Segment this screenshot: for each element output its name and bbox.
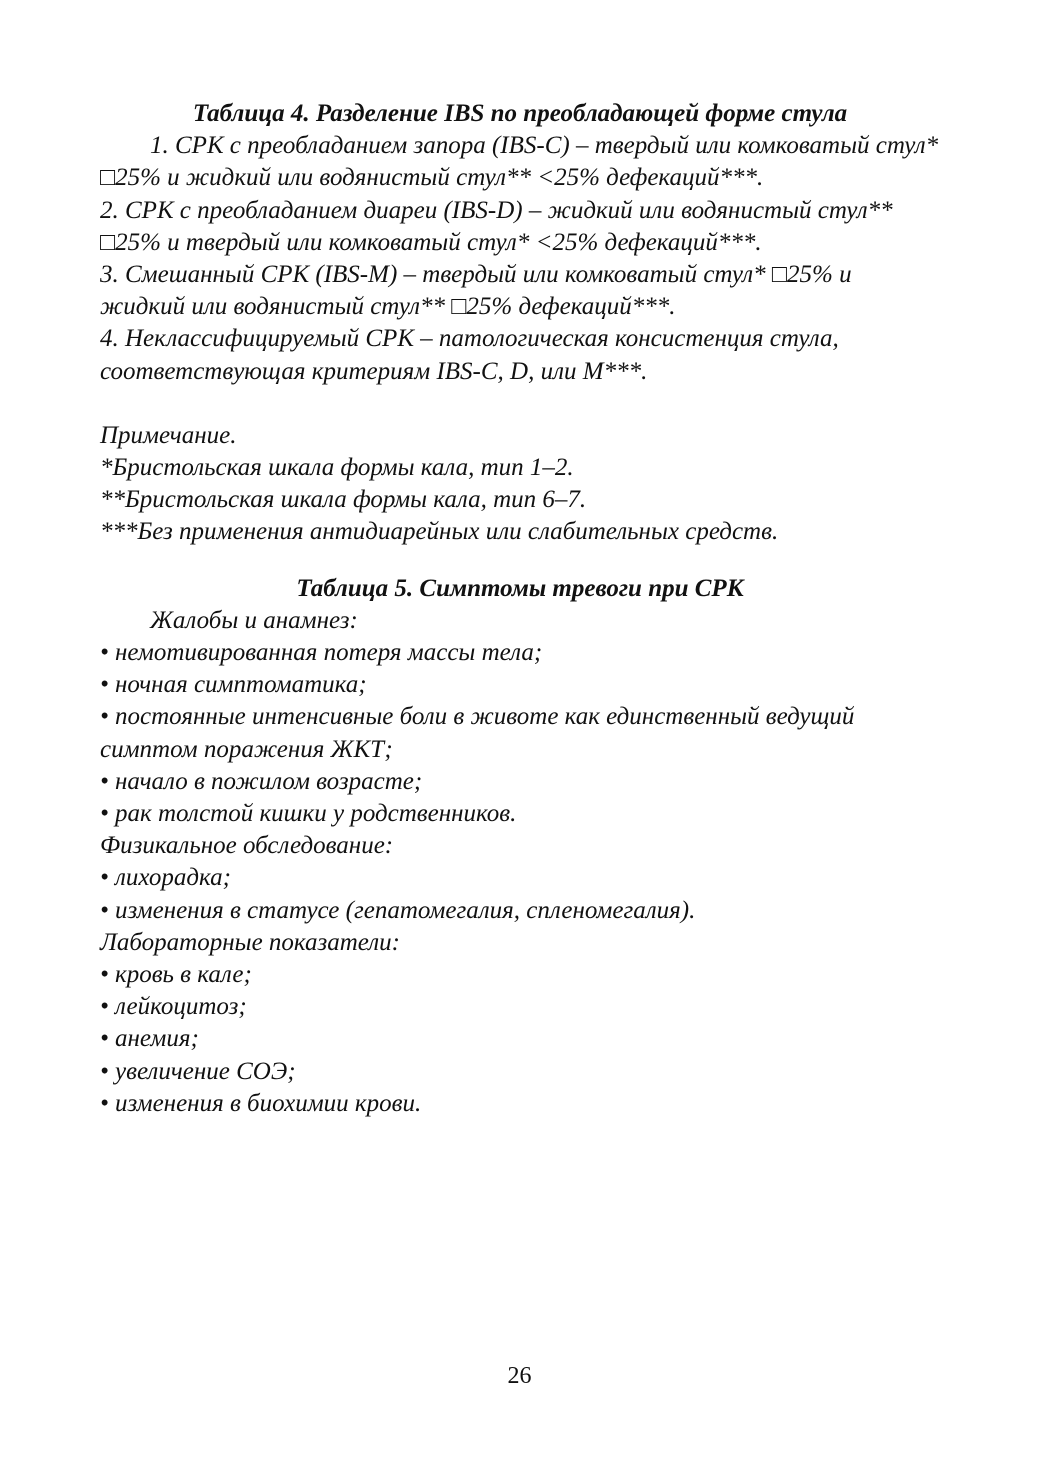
table4-item-4: 4. Неклассифицируемый СРК – патологическая консистенция стула, соответствующая критериям IBS-C, D, или M***. <box>100 325 839 385</box>
complaints-heading: Жалобы и анамнез: <box>150 606 358 634</box>
table4-item-3: 3. Смешанный СРК (IBS-M) – твердый или комковатый стул* □25% и жидкий или водянистый стул** □25% дефекаций***. <box>100 261 852 321</box>
exam-item: • изменения в статусе (гепатомегалия, спленомегалия). <box>100 896 696 924</box>
table5-title: Таблица 5. Симптомы тревоги при СРК <box>296 574 744 602</box>
lab-item: • изменения в биохимии крови. <box>100 1089 422 1117</box>
document-body <box>100 98 940 1120</box>
complaint-item: • постоянные интенсивные боли в животе как единственный ведущий симптом поражения ЖКТ; <box>100 703 855 763</box>
note-item-3: ***Без применения антидиарейных или слабительных средств. <box>100 518 779 546</box>
spacer <box>100 388 940 420</box>
spacer <box>100 549 940 573</box>
lab-heading: Лабораторные показатели: <box>100 928 400 956</box>
lab-item: • кровь в кале; <box>100 961 252 989</box>
table4-item-1: 1. СРК с преобладанием запора (IBS-C) – твердый или комковатый стул* □25% и жидкий или водянистый стул** <25% дефекаций***. <box>100 132 939 192</box>
lab-item: • лейкоцитоз; <box>100 993 247 1021</box>
complaint-item: • ночная симптоматика; <box>100 671 367 699</box>
table4-item-2: 2. СРК с преобладанием диареи (IBS-D) – жидкий или водянистый стул** □25% и твердый или комковатый стул* <25% дефекаций***. <box>100 196 893 256</box>
complaint-item: • начало в пожилом возрасте; <box>100 767 423 795</box>
complaint-item: • рак толстой кишки у родственников. <box>100 800 517 828</box>
lab-item: • увеличение СОЭ; <box>100 1057 296 1085</box>
exam-heading: Физикальное обследование: <box>100 832 394 860</box>
exam-item: • лихорадка; <box>100 864 231 892</box>
lab-item: • анемия; <box>100 1025 199 1053</box>
page-number: 26 <box>507 1363 532 1389</box>
complaint-item: • немотивированная потеря массы тела; <box>100 639 543 667</box>
table4-title: Таблица 4. Разделение IBS по преобладающей форме стула <box>192 100 848 127</box>
notes-heading: Примечание. <box>100 421 237 449</box>
note-item-2: **Бристольская шкала формы кала, тип 6–7. <box>100 486 587 514</box>
note-item-1: *Бристольская шкала формы кала, тип 1–2. <box>100 454 574 482</box>
